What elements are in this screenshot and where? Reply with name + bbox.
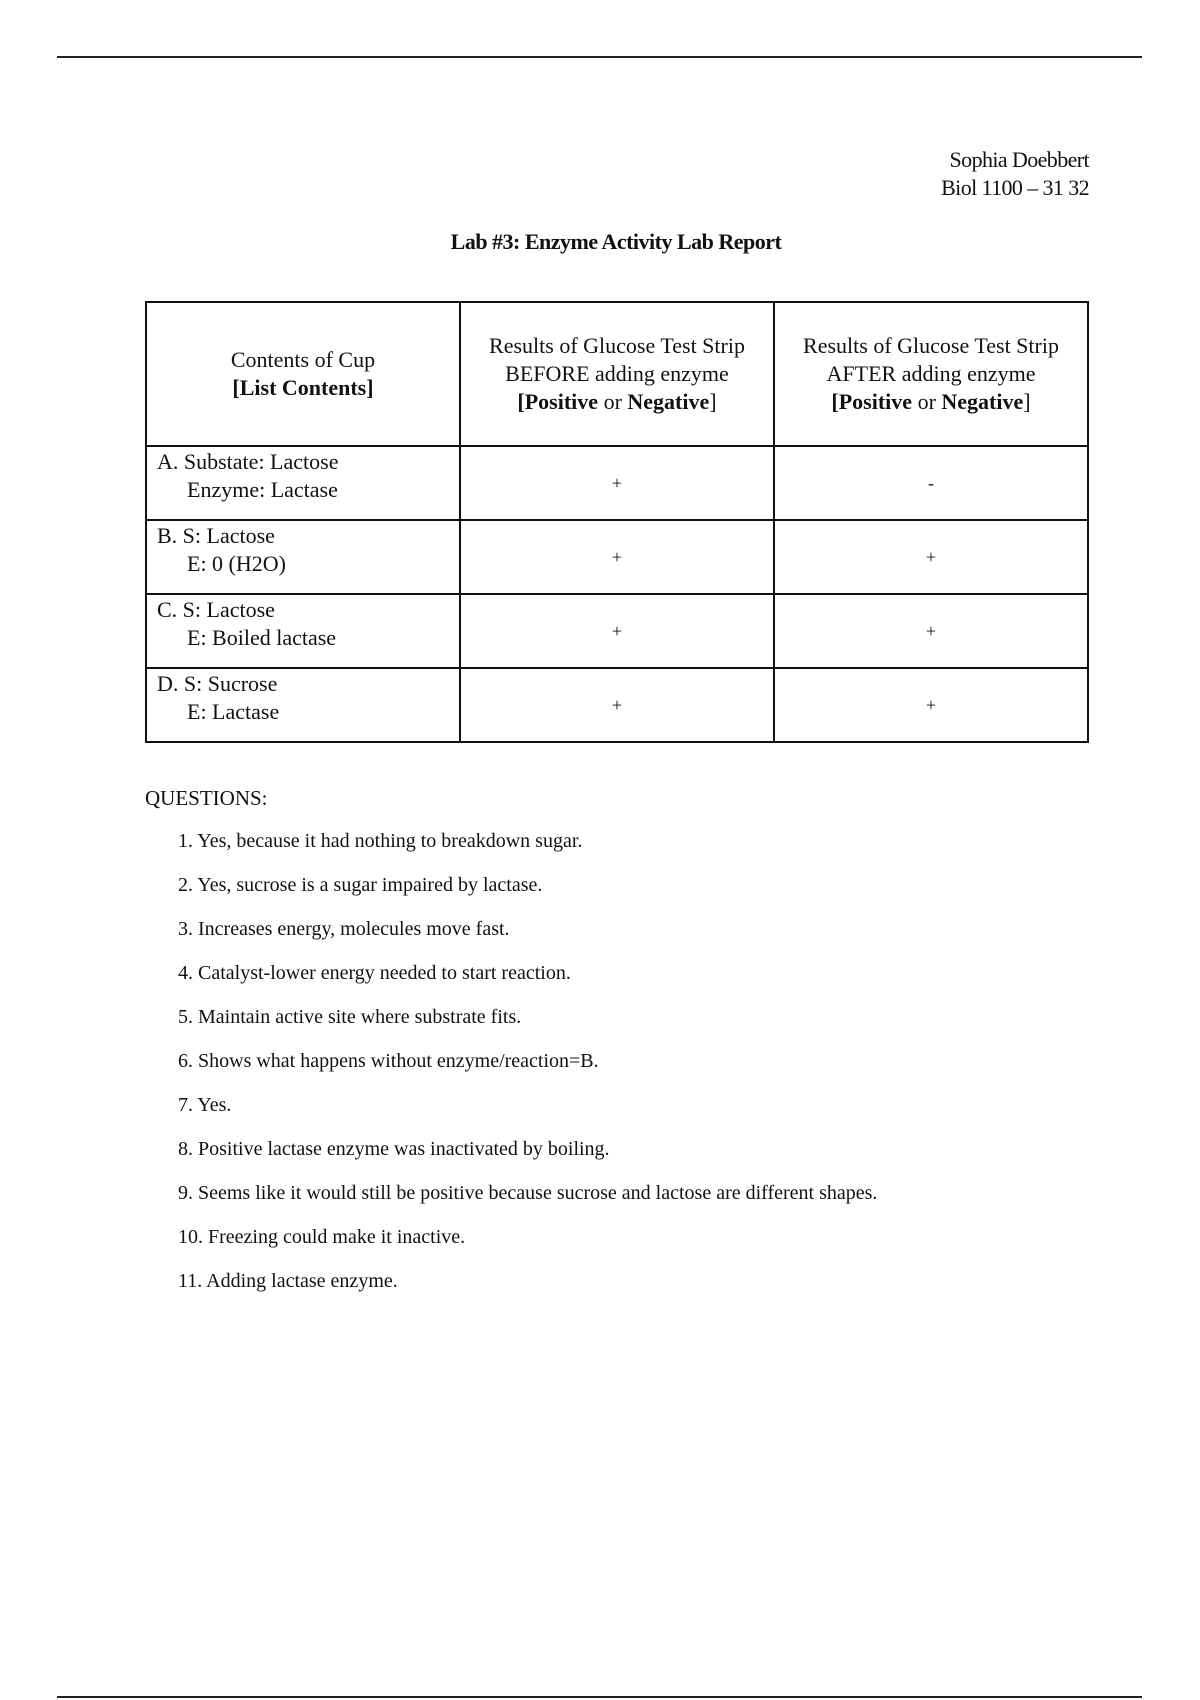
page-title: Lab #3: Enzyme Activity Lab Report xyxy=(450,229,782,254)
table-row xyxy=(146,520,1088,594)
student-name: Sophia Doebbert xyxy=(949,147,1089,172)
answers-list xyxy=(178,830,877,1314)
cup-contents xyxy=(146,594,460,668)
table-row xyxy=(146,668,1088,742)
result-before: + xyxy=(460,594,774,668)
answer-item: 3. Increases energy, molecules move fast. xyxy=(178,918,510,940)
cup-enzyme: Enzyme: Lactase xyxy=(187,477,338,502)
result-before: + xyxy=(460,446,774,520)
answer-item: 10. Freezing could make it inactive. xyxy=(178,1226,466,1248)
header-before-title: Results of Glucose Test Strip xyxy=(489,333,745,358)
header-before: Results of Glucose Test Strip BEFORE adding enzyme [Positive or Negative] xyxy=(460,302,774,446)
bottom-rule xyxy=(57,1696,1142,1698)
header-before-positive: Positive xyxy=(524,389,599,414)
header-after-or: or xyxy=(917,389,936,414)
header-after-positive: Positive xyxy=(838,389,913,414)
header-contents-title: Contents of Cup xyxy=(230,347,376,372)
answer-item: 2. Yes, sucrose is a sugar impaired by lactase. xyxy=(178,874,543,896)
cup-contents xyxy=(146,446,460,520)
answer-item: 1. Yes, because it had nothing to breakdown sugar. xyxy=(178,830,583,852)
result-before: + xyxy=(460,520,774,594)
results-table xyxy=(145,301,1089,743)
result-after: + xyxy=(774,520,1088,594)
cup-substrate: B. S: Lactose xyxy=(157,523,275,548)
header-after-subtitle: AFTER adding enzyme xyxy=(826,361,1036,386)
header-after-title: Results of Glucose Test Strip xyxy=(803,333,1059,358)
cup-substrate: D. S: Sucrose xyxy=(157,671,278,696)
header-before-or: or xyxy=(603,389,622,414)
cup-substrate: C. S: Lactose xyxy=(157,597,275,622)
table-row xyxy=(146,594,1088,668)
table-header-row xyxy=(146,302,1088,446)
cup-enzyme: E: Boiled lactase xyxy=(187,625,337,650)
cup-substrate: A. Substate: Lactose xyxy=(157,449,339,474)
course-code: Biol 1100 – 31 32 xyxy=(941,175,1089,200)
result-after: - xyxy=(774,446,1088,520)
result-before: + xyxy=(460,668,774,742)
answer-item: 11. Adding lactase enzyme. xyxy=(178,1270,398,1292)
questions-heading: QUESTIONS: xyxy=(145,786,268,810)
answer-item: 7. Yes. xyxy=(178,1094,232,1116)
top-rule xyxy=(57,56,1142,58)
header-after: Results of Glucose Test Strip AFTER adding enzyme [Positive or Negative] xyxy=(774,302,1088,446)
answer-item: 8. Positive lactase enzyme was inactivated by boiling. xyxy=(178,1138,610,1160)
cup-enzyme: E: Lactase xyxy=(187,699,280,724)
table-row xyxy=(146,446,1088,520)
author-block xyxy=(941,146,1089,202)
header-contents-hint: [List Contents] xyxy=(232,375,374,400)
answer-item: 6. Shows what happens without enzyme/reaction=B. xyxy=(178,1050,599,1072)
cup-contents xyxy=(146,668,460,742)
cup-enzyme: E: 0 (H2O) xyxy=(187,551,286,576)
answer-item: 9. Seems like it would still be positive because sucrose and lactose are different shapes. xyxy=(178,1182,878,1204)
header-after-negative: Negative xyxy=(941,389,1024,414)
answer-item: 5. Maintain active site where substrate fits. xyxy=(178,1006,522,1028)
result-after: + xyxy=(774,668,1088,742)
header-before-negative: Negative xyxy=(627,389,710,414)
header-before-subtitle: BEFORE adding enzyme xyxy=(505,361,729,386)
cup-contents xyxy=(146,520,460,594)
header-contents xyxy=(146,302,460,446)
answer-item: 4. Catalyst-lower energy needed to start reaction. xyxy=(178,962,571,984)
result-after: + xyxy=(774,594,1088,668)
